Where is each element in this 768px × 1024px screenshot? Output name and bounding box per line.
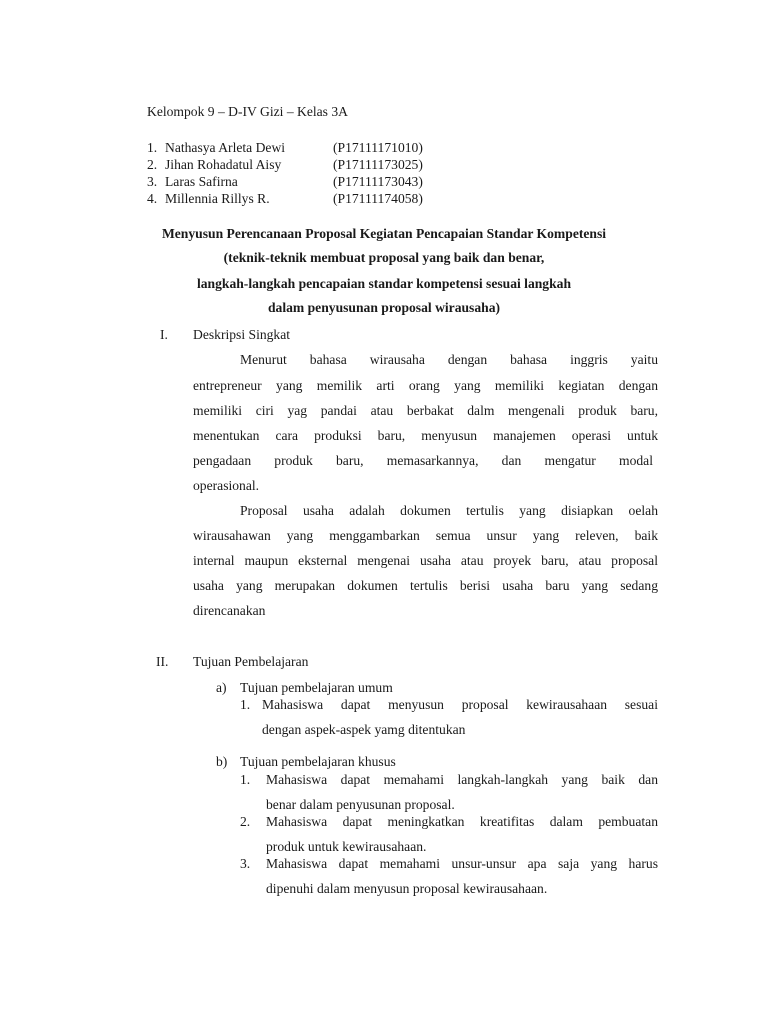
member-number: 3. — [147, 174, 158, 189]
paragraph-line: memiliki ciri yag pandai atau berbakat dalm mengenali produk baru, — [193, 403, 658, 418]
subsection-label: a) — [216, 680, 227, 695]
paragraph-line: entrepreneur yang memilik arti orang yang memiliki kegiatan dengan — [193, 378, 658, 393]
paragraph-line: direncanakan — [193, 603, 266, 618]
member-name: Millennia Rillys R. — [165, 191, 270, 206]
list-item-line: dengan aspek-aspek yamg ditentukan — [262, 722, 466, 737]
list-item-line: produk untuk kewirausahaan. — [266, 839, 427, 854]
paragraph-line: Menurut bahasa wirausaha dengan bahasa inggris yaitu — [240, 352, 658, 367]
title-line: langkah-langkah pencapaian standar kompetensi sesuai langkah — [196, 276, 572, 291]
paragraph-line: menentukan cara produksi baru, menyusun manajemen operasi untuk — [193, 428, 658, 443]
subsection-label: b) — [216, 754, 228, 769]
title-line: (teknik-teknik membuat proposal yang baik dan benar, — [223, 250, 545, 265]
list-item-line: Mahasiswa dapat memahami unsur-unsur apa saja yang harus — [266, 856, 658, 871]
member-id: (P17111171010) — [333, 140, 423, 155]
subsection-heading: Tujuan pembelajaran khusus — [240, 754, 396, 769]
list-item-line: Mahasiswa dapat meningkatkan kreatifitas dalam pembuatan — [266, 814, 658, 829]
paragraph-line: internal maupun eksternal mengenai usaha atau proyek baru, atau proposal — [193, 553, 658, 568]
title-line: dalam penyusunan proposal wirausaha) — [267, 300, 501, 315]
paragraph-line: Proposal usaha adalah dokumen tertulis yang disiapkan oelah — [240, 503, 658, 518]
section-number: II. — [156, 654, 169, 669]
member-name: Nathasya Arleta Dewi — [165, 140, 286, 155]
member-id: (P17111173025) — [333, 157, 423, 172]
title-line: Menyusun Perencanaan Proposal Kegiatan Pencapaian Standar Kompetensi — [161, 226, 607, 241]
list-number: 2. — [240, 814, 251, 829]
group-heading: Kelompok 9 – D-IV Gizi – Kelas 3A — [147, 104, 348, 119]
section-number: I. — [160, 327, 168, 342]
list-item-line: benar dalam penyusunan proposal. — [266, 797, 455, 812]
paragraph-line: pengadaan produk baru, memasarkannya, dan mengatur modal — [193, 453, 653, 468]
section-heading: Deskripsi Singkat — [193, 327, 291, 342]
section-heading: Tujuan Pembelajaran — [193, 654, 309, 669]
paragraph-line: usaha yang merupakan dokumen tertulis berisi usaha baru yang sedang — [193, 578, 658, 593]
member-id: (P17111173043) — [333, 174, 423, 189]
paragraph-line: wirausahawan yang menggambarkan semua unsur yang releven, baik — [193, 528, 658, 543]
member-number: 1. — [147, 140, 158, 155]
member-name: Jihan Rohadatul Aisy — [165, 157, 282, 172]
list-number: 3. — [240, 856, 251, 871]
list-number: 1. — [240, 772, 251, 787]
member-name: Laras Safirna — [165, 174, 238, 189]
list-item-line: Mahasiswa dapat menyusun proposal kewirausahaan sesuai — [262, 697, 658, 712]
paragraph-line: operasional. — [193, 478, 260, 493]
subsection-heading: Tujuan pembelajaran umum — [240, 680, 393, 695]
member-number: 2. — [147, 157, 158, 172]
list-item-line: Mahasiswa dapat memahami langkah-langkah yang baik dan — [266, 772, 658, 787]
member-number: 4. — [147, 191, 158, 206]
list-item-line: dipenuhi dalam menyusun proposal kewirausahaan. — [266, 881, 548, 896]
member-id: (P17111174058) — [333, 191, 423, 206]
list-number: 1. — [240, 697, 251, 712]
